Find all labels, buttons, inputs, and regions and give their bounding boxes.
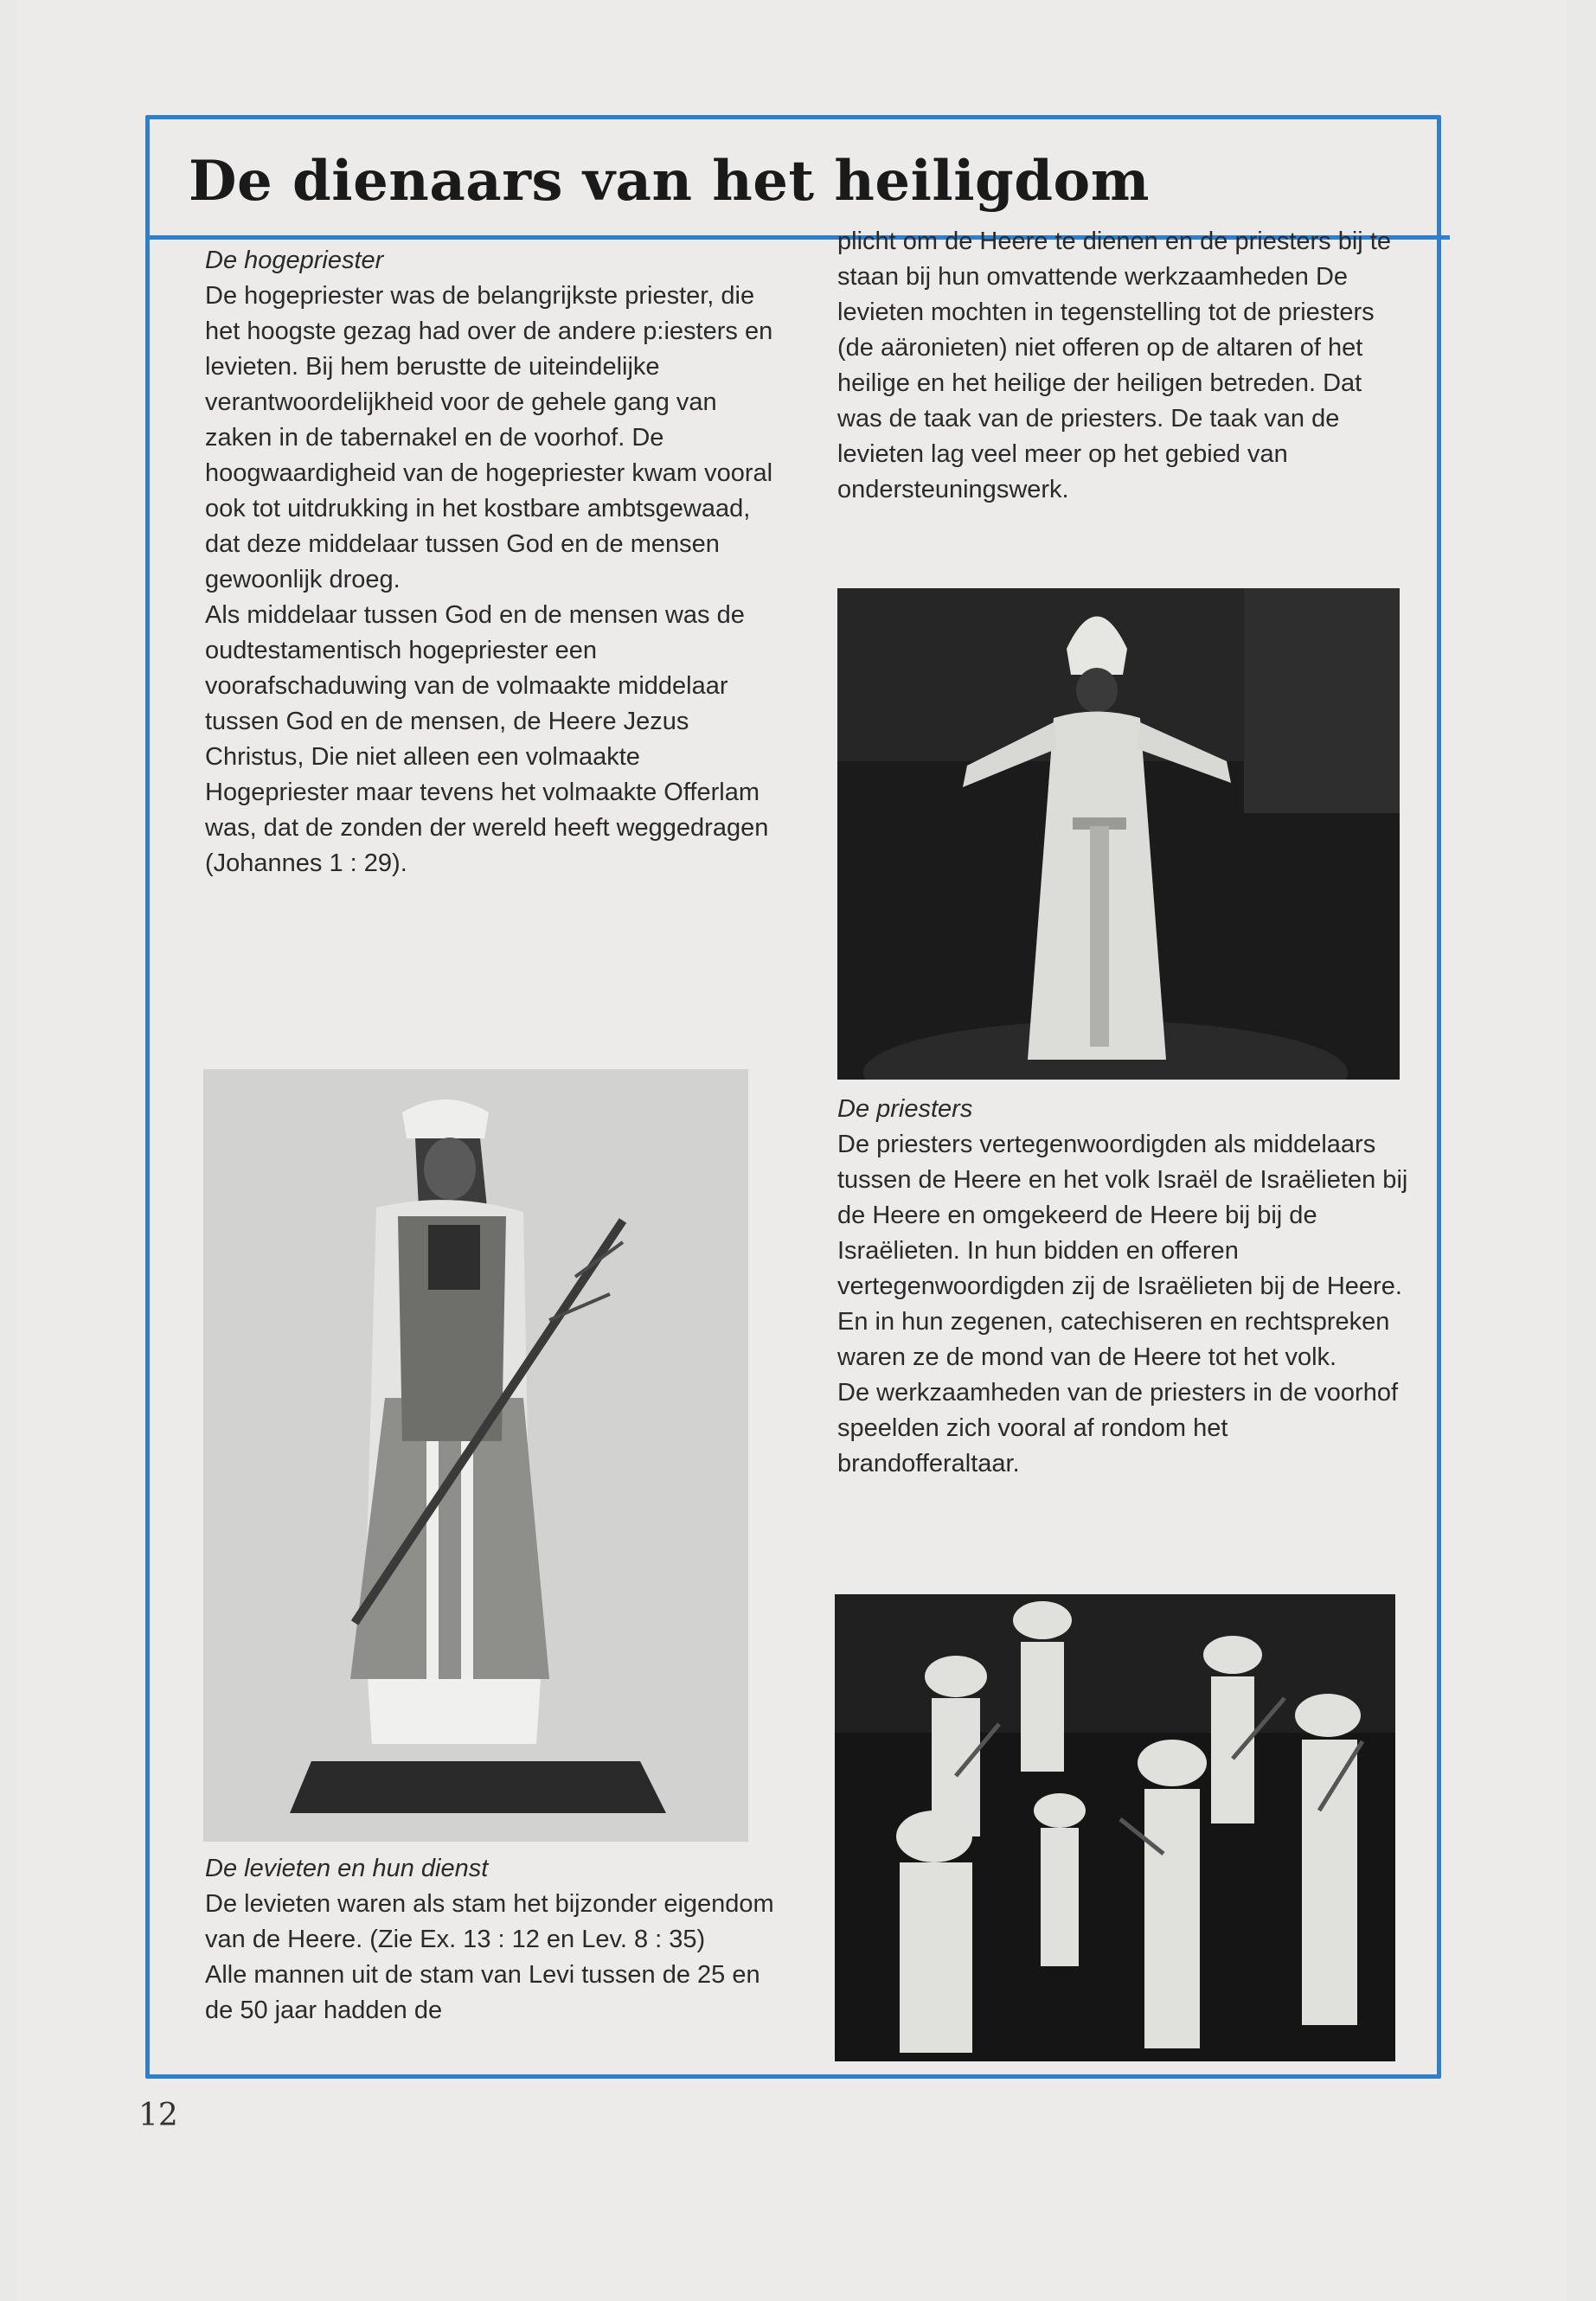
paragraph: Alle mannen uit de stam van Levi tussen de 25 en de 50 jaar hadden de [205, 1961, 760, 2024]
photo-high-priest [203, 1069, 748, 1842]
photo-levites [835, 1594, 1395, 2061]
page-number: 12 [138, 2098, 178, 2133]
section-levieten-continued [837, 224, 1408, 508]
paragraph: De priesters vertegenwoordigden als middelaars tussen de Heere en het volk Israël de Israëlieten bij de Heere en omgekeerd de Heere bij bij de Israëlieten. In hun bidden en offeren vertegenwoordigden zij de Israëlieten bij de Heere. En in hun zegenen, catechiseren en rechtspreken waren ze de mond van de Heere tot het volk. [837, 1131, 1408, 1371]
page [17, 0, 1566, 2301]
paragraph: De levieten waren als stam het bijzonder eigendom van de Heere. (Zie Ex. 13 : 12 en Lev. 8 : 35) [205, 1890, 774, 1953]
page-title: De dienaars van het heiligdom [189, 149, 1150, 214]
section-priesters [837, 1092, 1408, 1482]
paragraph: De hogepriester was de belangrijkste priester, die het hoogste gezag had over de andere p:iesters en levieten. Bij hem berustte de uiteindelijke verantwoordelijkheid voor de gehele gang van zaken in de tabernakel en de voorhof. De hoogwaardigheid van de hogepriester kwam vooral ook tot uitdrukking in het kostbare ambtsgewaad, dat deze middelaar tussen God en de mensen gewoonlijk droeg. [205, 282, 773, 593]
section-heading-priesters: De priesters [837, 1095, 973, 1123]
section-hogepriester [205, 243, 776, 881]
section-heading-levieten: De levieten en hun dienst [205, 1855, 489, 1882]
paragraph: Als middelaar tussen God en de mensen was de oudtestamentisch hogepriester een voorafschaduwing van de volmaakte middelaar tussen God en de mensen, de Heere Jezus Christus, Die niet alleen een volmaakte Hogepriester maar tevens het volmaakte Offerlam was, dat de zonden der wereld heeft weggedragen (Johannes 1 : 29). [205, 601, 769, 877]
photo-priest [837, 588, 1400, 1080]
paragraph: plicht om de Heere te dienen en de priesters bij te staan bij hun omvattende werkzaamheden De levieten mochten in tegenstelling tot de priesters (de aäronieten) niet offeren op de altaren of het heilige en het heilige der heiligen betreden. Dat was de taak van de priesters. De taak van de levieten lag veel meer op het gebied van ondersteuningswerk. [837, 228, 1391, 503]
section-levieten [205, 1851, 776, 2029]
section-heading-hogepriester: De hogepriester [205, 247, 384, 274]
paragraph: De werkzaamheden van de priesters in de voorhof speelden zich vooral af rondom het brandofferaltaar. [837, 1379, 1399, 1477]
